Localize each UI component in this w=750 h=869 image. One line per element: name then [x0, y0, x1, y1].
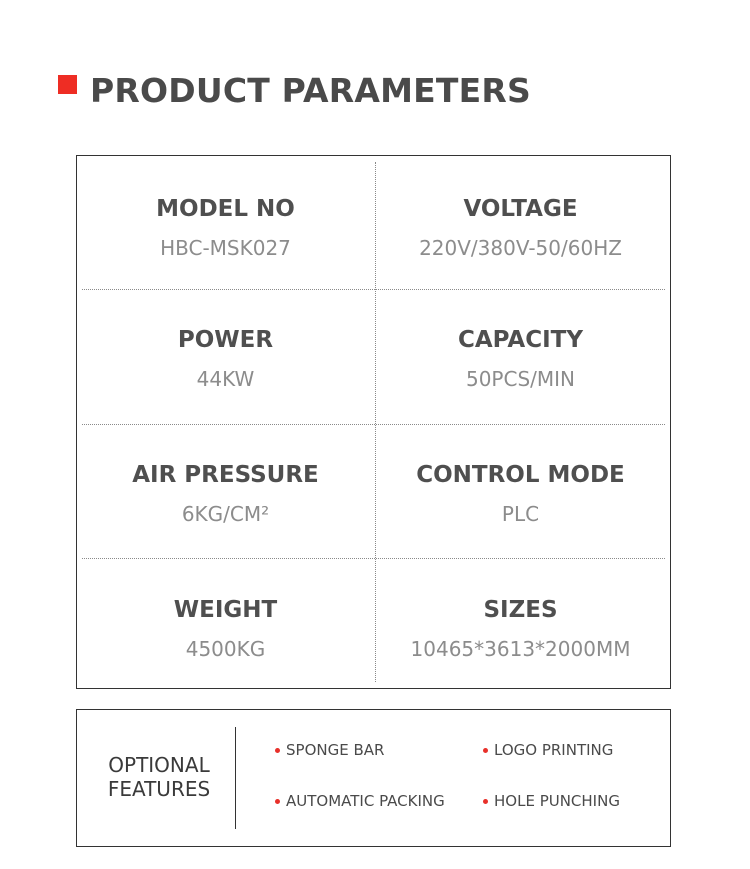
param-label: VOLTAGE [463, 196, 578, 222]
param-label: CONTROL MODE [416, 462, 625, 488]
param-value: 44KW [196, 367, 255, 391]
feature-item [483, 792, 620, 810]
param-value: 220V/380V-50/60HZ [419, 236, 622, 260]
feature-item [275, 792, 445, 810]
param-value: 50PCS/MIN [465, 367, 576, 391]
feature-item [275, 741, 384, 759]
optional-features-panel [76, 709, 671, 847]
param-label: POWER [177, 327, 274, 353]
param-model-no [77, 196, 374, 260]
param-value: 4500KG [185, 637, 266, 661]
param-air-pressure [77, 462, 374, 526]
param-sizes [372, 597, 669, 661]
row-divider [82, 558, 665, 559]
param-value: 6KG/CM² [181, 502, 270, 526]
row-divider [82, 424, 665, 425]
features-divider [235, 727, 236, 829]
param-power [77, 327, 374, 391]
page-title: PRODUCT PARAMETERS [90, 70, 531, 110]
param-value: PLC [501, 502, 540, 526]
row-divider [82, 289, 665, 290]
param-value: 10465*3613*2000MM [410, 637, 631, 661]
param-value: HBC-MSK027 [160, 236, 291, 260]
red-square-icon [58, 75, 77, 94]
param-voltage [372, 196, 669, 260]
bullet-icon [275, 748, 280, 753]
bullet-icon [483, 799, 488, 804]
param-label: CAPACITY [457, 327, 583, 353]
features-title-line: OPTIONAL [108, 753, 210, 777]
feature-item [483, 741, 613, 759]
feature-label: HOLE PUNCHING [494, 792, 620, 810]
bullet-icon [275, 799, 280, 804]
param-capacity [372, 327, 669, 391]
features-title [77, 753, 241, 801]
param-control-mode [372, 462, 669, 526]
bullet-icon [483, 748, 488, 753]
feature-label: LOGO PRINTING [494, 741, 614, 759]
param-label: AIR PRESSURE [132, 462, 319, 488]
features-title-line: FEATURES [107, 777, 211, 801]
feature-label: SPONGE BAR [286, 741, 385, 759]
param-label: MODEL NO [156, 196, 295, 222]
parameters-table [76, 155, 671, 689]
param-label: WEIGHT [173, 597, 278, 623]
param-label: SIZES [483, 597, 558, 623]
param-weight [77, 597, 374, 661]
section-heading [58, 70, 531, 110]
feature-label: AUTOMATIC PACKING [286, 792, 445, 810]
